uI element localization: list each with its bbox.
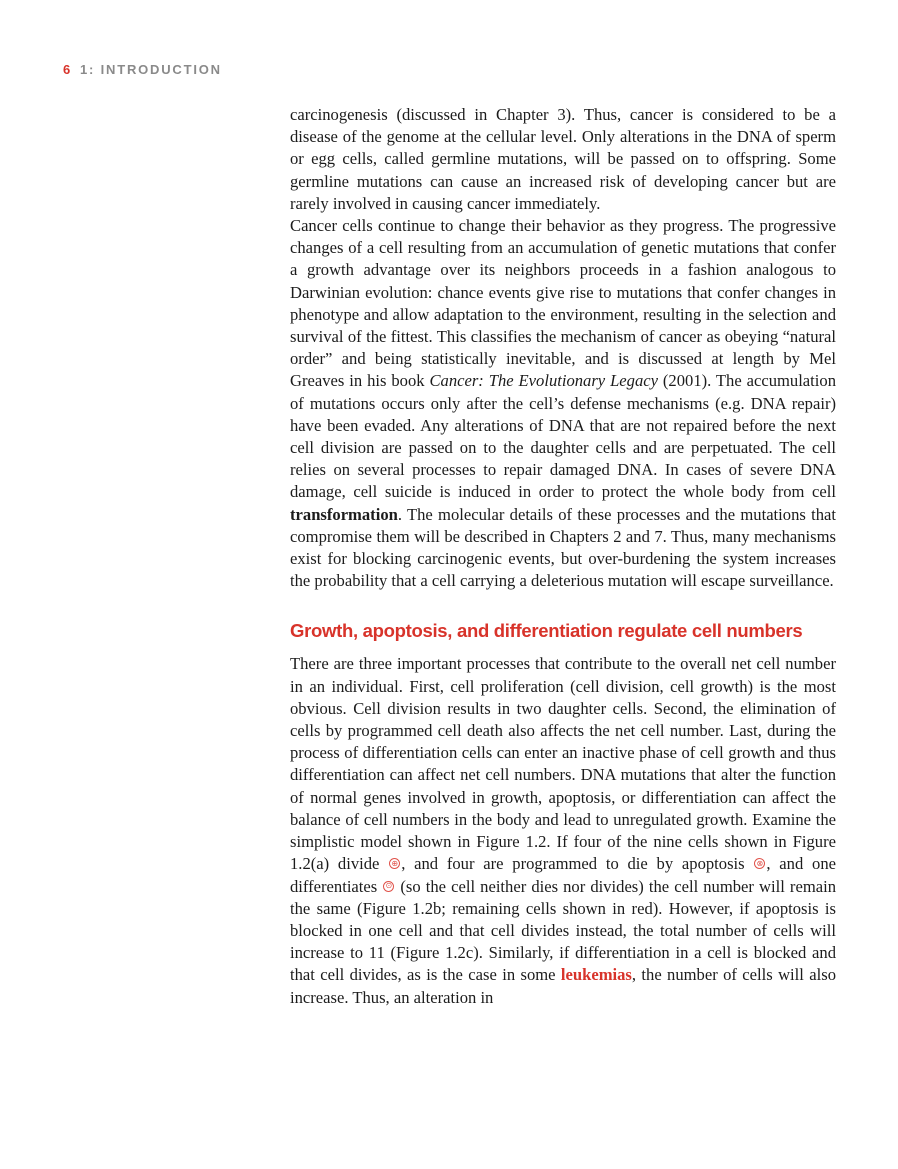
paragraph-2 [290,215,836,592]
paragraph-3-text-a: There are three important processes that contribute to the overall net cell number in an individual. First, cell proliferation (cell division, cell growth) is the most obvious. Cell division results in two daughter cells. Second, the elimination of cells by programmed cell death also affects the net cell number. Last, during the process of differentiation cells can enter an inactive phase of cell growth and thus differentiation can affect net cell numbers. DNA mutations that alter the function of normal genes involved in growth, apoptosis, or differentiation can affect the balance of cell numbers in the body and lead to unregulated growth. Examine the simplistic model shown in Figure 1.2. If four of the nine cells shown in Figure 1.2(a) divide [290,654,836,874]
paragraph-2-text-a: Cancer cells continue to change their behavior as they progress. The progressive changes of a cell resulting from an accumulation of genetic mutations that confer a growth advantage over its neighbors proceeds in a fashion analogous to Darwinian evolution: chance events give rise to mutations that confer changes in phenotype and allow adaptation to the environment, resulting in the selection and survival of the fittest. This classifies the mechanism of cancer as obeying “natural order” and being statistically inevitable, and is discussed at length by Mel Greaves in his book [290,216,836,391]
text-column [290,104,836,1009]
book-title: Cancer: The Evolutionary Legacy [429,371,658,391]
paragraph-3-text-e: , the number of cells will also increase. Thus, an alteration in [290,965,836,1007]
cell-divide-icon: ⊕ [389,858,400,869]
chapter-title: 1: INTRODUCTION [80,62,222,77]
paragraph-3-text-c: , and one differentiates [290,854,836,896]
running-head [63,62,222,78]
section-heading: Growth, apoptosis, and differentiation regulate cell numbers [290,620,803,642]
glossary-term-leukemias: leukemias [560,965,632,985]
glossary-term-transformation: transformation [290,504,398,524]
cell-differentiate-icon: ⊙ [383,881,394,892]
page-number: 6 [63,62,73,77]
paragraph-2-text-b: (2001). The accumulation of mutations occurs only after the cell’s defense mechanisms (e.g. DNA repair) have been evaded. Any alterations of DNA that are not repaired before the next cell division are passed on to the daughter cells and are perpetuated. The cell relies on several processes to repair damaged DNA. In cases of severe DNA damage, cell suicide is induced in order to protect the whole body from cell [290,371,836,502]
paragraph-2-text-c: . The molecular details of these processes and the mutations that compromise them will be described in Chapters 2 and 7. Thus, many mechanisms exist for blocking carcinogenic events, but over-burdening the system increases the probability that a cell carrying a deleterious mutation will escape surveillance. [290,504,836,591]
paragraph-3-text-d: (so the cell neither dies nor divides) the cell number will remain the same (Figure 1.2b; remaining cells shown in red). However, if apoptosis is blocked in one cell and that cell divides instead, the total number of cells will increase to 11 (Figure 1.2c). Similarly, if differentiation in a cell is blocked and that cell divides, as is the case in some [290,876,836,985]
paragraph-3 [290,653,836,1008]
paragraph-3-text-b: , and four are programmed to die by apoptosis [401,854,754,874]
paragraph-1: carcinogenesis (discussed in Chapter 3). Thus, cancer is considered to be a disease of the genome at the cellular level. Only alterations in the DNA of sperm or egg cells, called germline mutations, will be passed on to offspring. Some germline mutations can cause an increased risk of developing cancer but are rarely involved in causing cancer immediately. [290,105,836,213]
cell-apoptosis-icon: ⊗ [754,858,765,869]
